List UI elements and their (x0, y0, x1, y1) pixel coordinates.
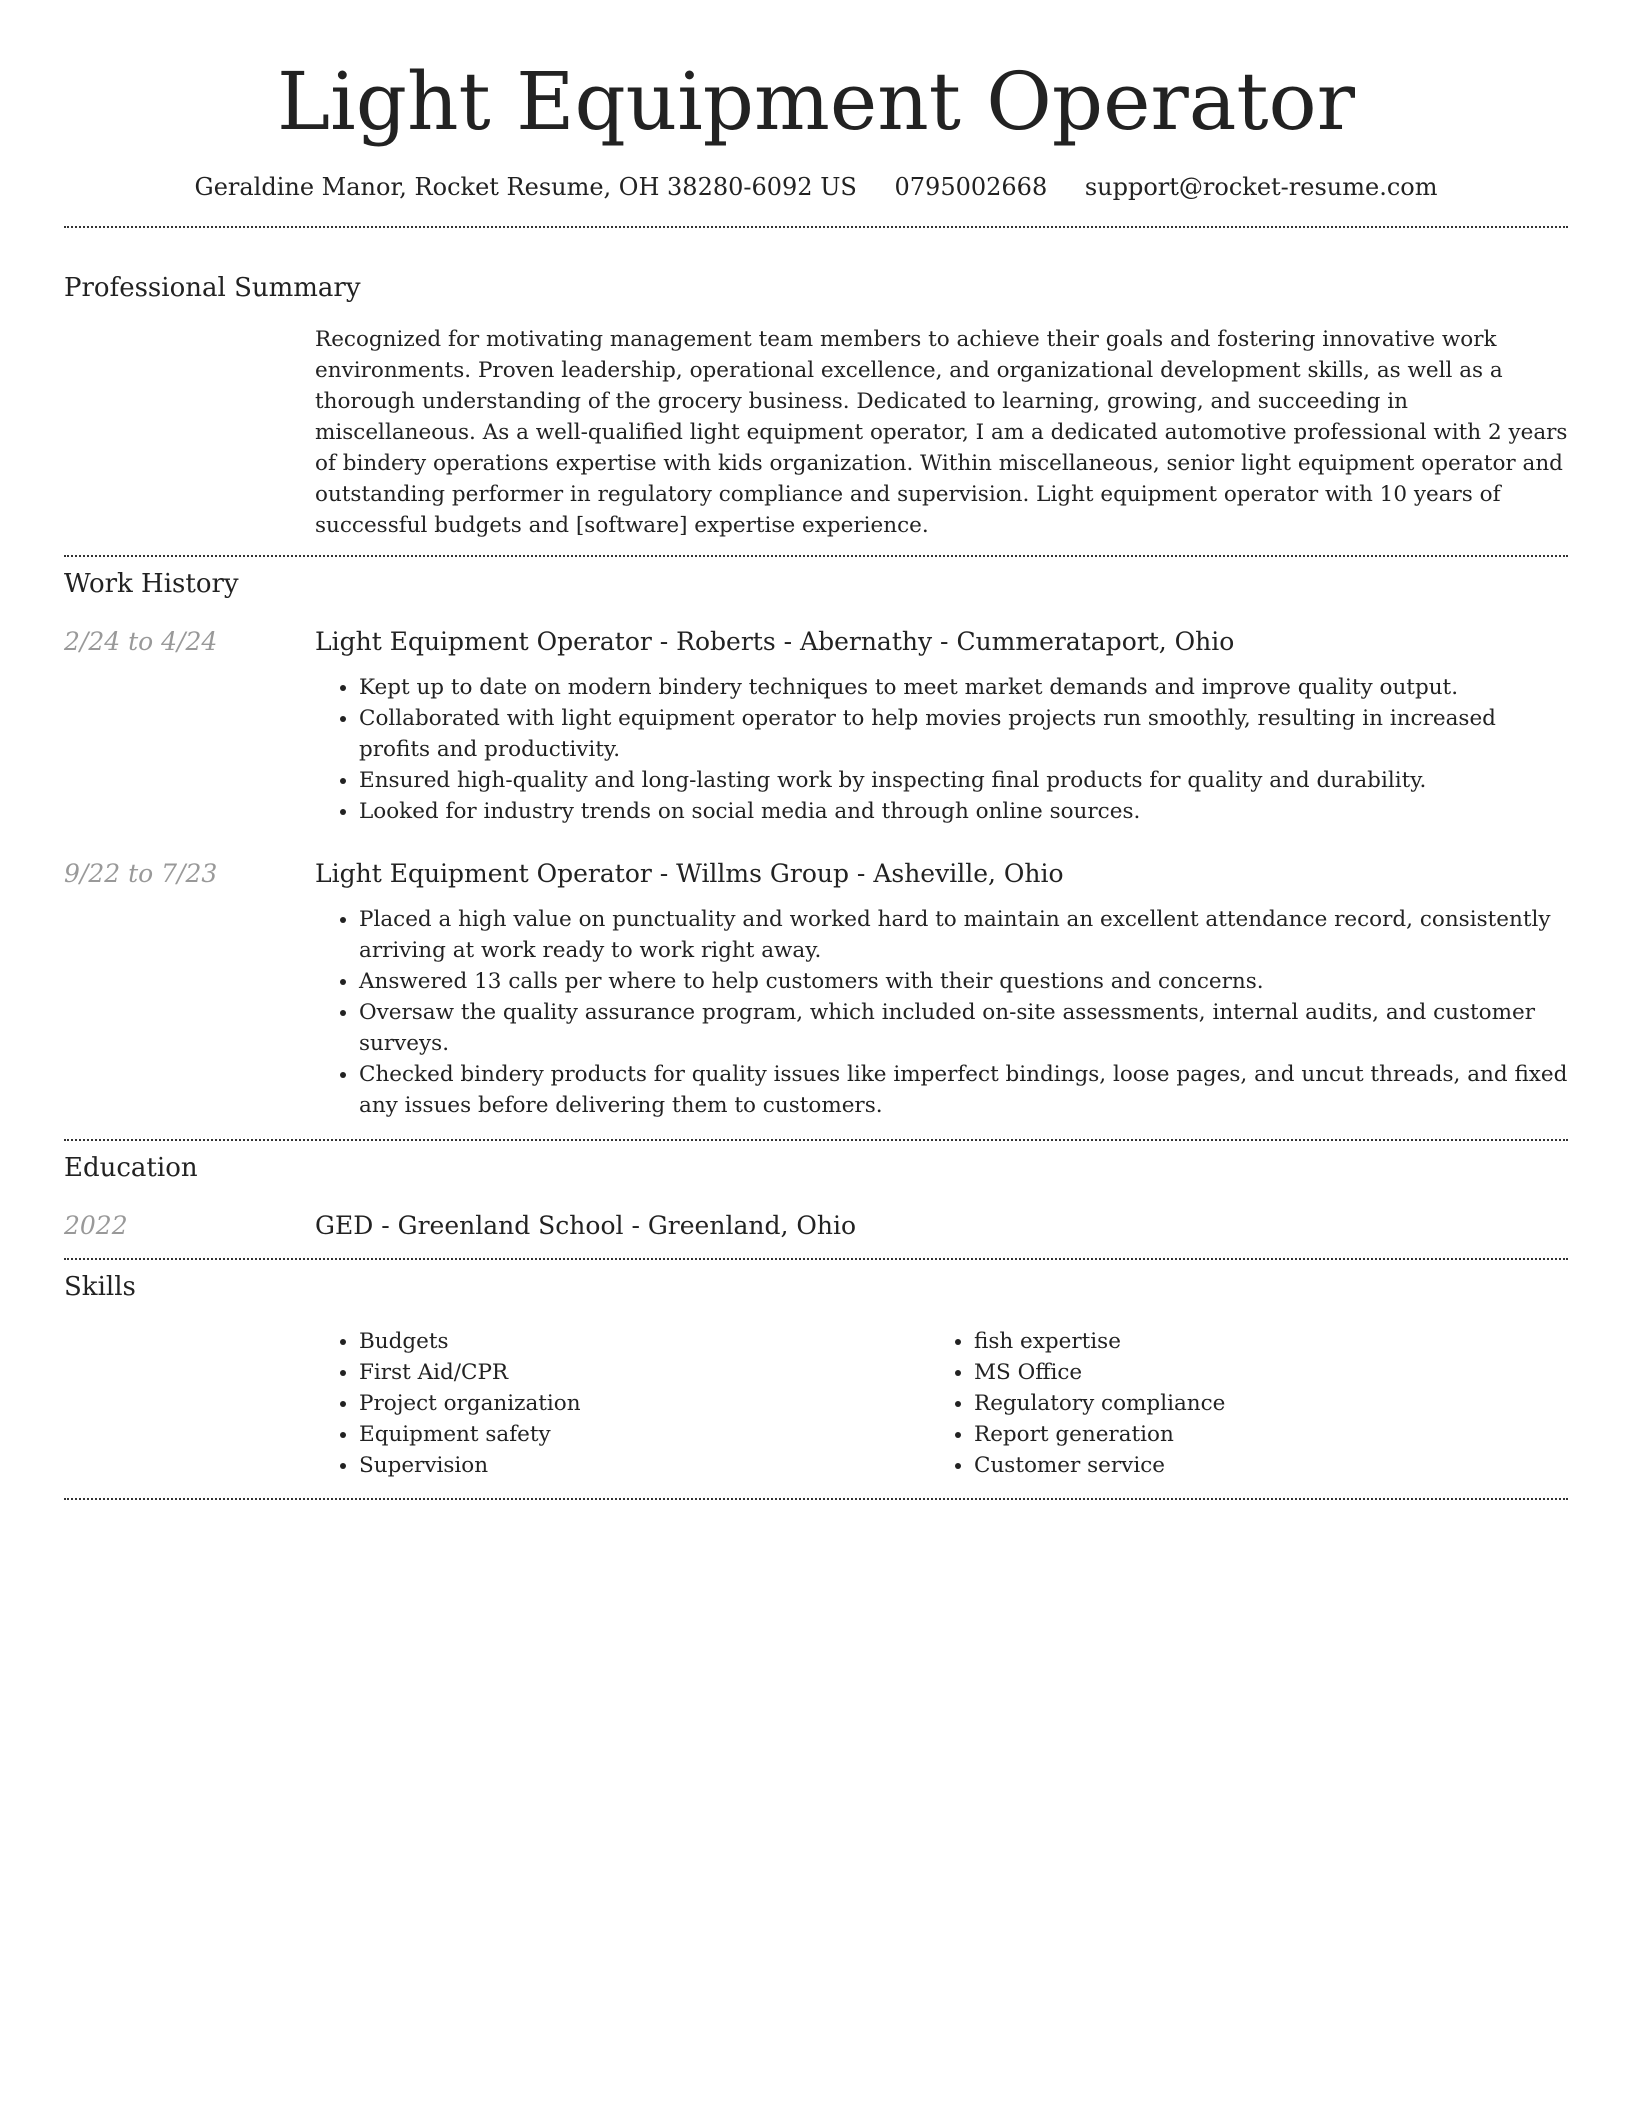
job-bullet: • Checked bindery products for quality issues like imperfect bindings, loose pages, and uncut threads, and fixed any issues before delivering them to customers. (359, 1059, 1568, 1121)
contact-phone: 0795002668 (894, 173, 1048, 201)
skills-section-title: Skills (64, 1272, 136, 1302)
skill-item: • Regulatory compliance (974, 1388, 1545, 1419)
job-entry (64, 857, 1568, 1121)
job-bullets (315, 904, 1568, 1121)
job-bullet: • Looked for industry trends on social media and through online sources. (359, 796, 1568, 827)
skill-item: • fish expertise (974, 1326, 1545, 1357)
skills-list (315, 1326, 1568, 1481)
education-year: 2022 (64, 1211, 128, 1240)
work-section-title: Work History (64, 569, 239, 599)
divider-work (64, 1139, 1568, 1141)
summary-section-title: Professional Summary (64, 273, 361, 303)
skills-column-right (930, 1326, 1545, 1481)
skill-item: • Project organization (359, 1388, 930, 1419)
skill-item: • Report generation (974, 1419, 1545, 1450)
contact-email: support@rocket-resume.com (1084, 173, 1438, 201)
skill-item: • Customer service (974, 1450, 1545, 1481)
job-bullet: • Oversaw the quality assurance program, which included on-site assessments, internal audits, and customer surveys. (359, 997, 1568, 1059)
divider-summary (64, 555, 1568, 557)
job-dates: 2/24 to 4/24 (64, 627, 218, 656)
contact-line (64, 170, 1568, 204)
job-bullet: • Collaborated with light equipment operator to help movies projects run smoothly, resulting in increased profits and productivity. (359, 703, 1568, 765)
education-entry (64, 1209, 1568, 1243)
skill-item: • MS Office (974, 1357, 1545, 1388)
contact-address: Geraldine Manor, Rocket Resume, OH 38280-6092 US (194, 173, 857, 201)
education-degree: GED - Greenland School - Greenland, Ohio (315, 1211, 856, 1240)
job-heading: Light Equipment Operator - Roberts - Abernathy - Cummerataport, Ohio (315, 627, 1235, 656)
resume-name: Light Equipment Operator (277, 55, 1355, 148)
job-bullets (315, 672, 1568, 827)
job-bullet: • Ensured high-quality and long-lasting work by inspecting final products for quality and durability. (359, 765, 1568, 796)
skill-item: • Budgets (359, 1326, 930, 1357)
job-entry (64, 625, 1568, 827)
job-heading: Light Equipment Operator - Willms Group - Asheville, Ohio (315, 859, 1064, 888)
education-section-title: Education (64, 1153, 198, 1183)
job-bullet: • Answered 13 calls per where to help customers with their questions and concerns. (359, 966, 1568, 997)
job-bullet: • Kept up to date on modern bindery techniques to meet market demands and improve quality output. (359, 672, 1568, 703)
skill-item: • Supervision (359, 1450, 930, 1481)
skills-column-left (315, 1326, 930, 1481)
summary-text: Recognized for motivating management team members to achieve their goals and fostering innovative work environments. Proven leadership, operational excellence, and organizational development skills, as well as a thorough understanding of the grocery business. Dedicated to learning, growing, and succeeding in miscellaneous. As a well-qualified light equipment operator, I am a dedicated automotive professional with 2 years of bindery operations expertise with kids organization. Within miscellaneous, senior light equipment operator and outstanding performer in regulatory compliance and supervision. Light equipment operator with 10 years of successful budgets and [software] expertise experience. (315, 327, 1568, 538)
skill-item: • First Aid/CPR (359, 1357, 930, 1388)
divider-education (64, 1258, 1568, 1260)
job-dates: 9/22 to 7/23 (64, 859, 218, 888)
divider-header (64, 226, 1568, 228)
job-bullet: • Placed a high value on punctuality and worked hard to maintain an excellent attendance record, consistently arriving at work ready to work right away. (359, 904, 1568, 966)
divider-skills (64, 1498, 1568, 1500)
skill-item: • Equipment safety (359, 1419, 930, 1450)
